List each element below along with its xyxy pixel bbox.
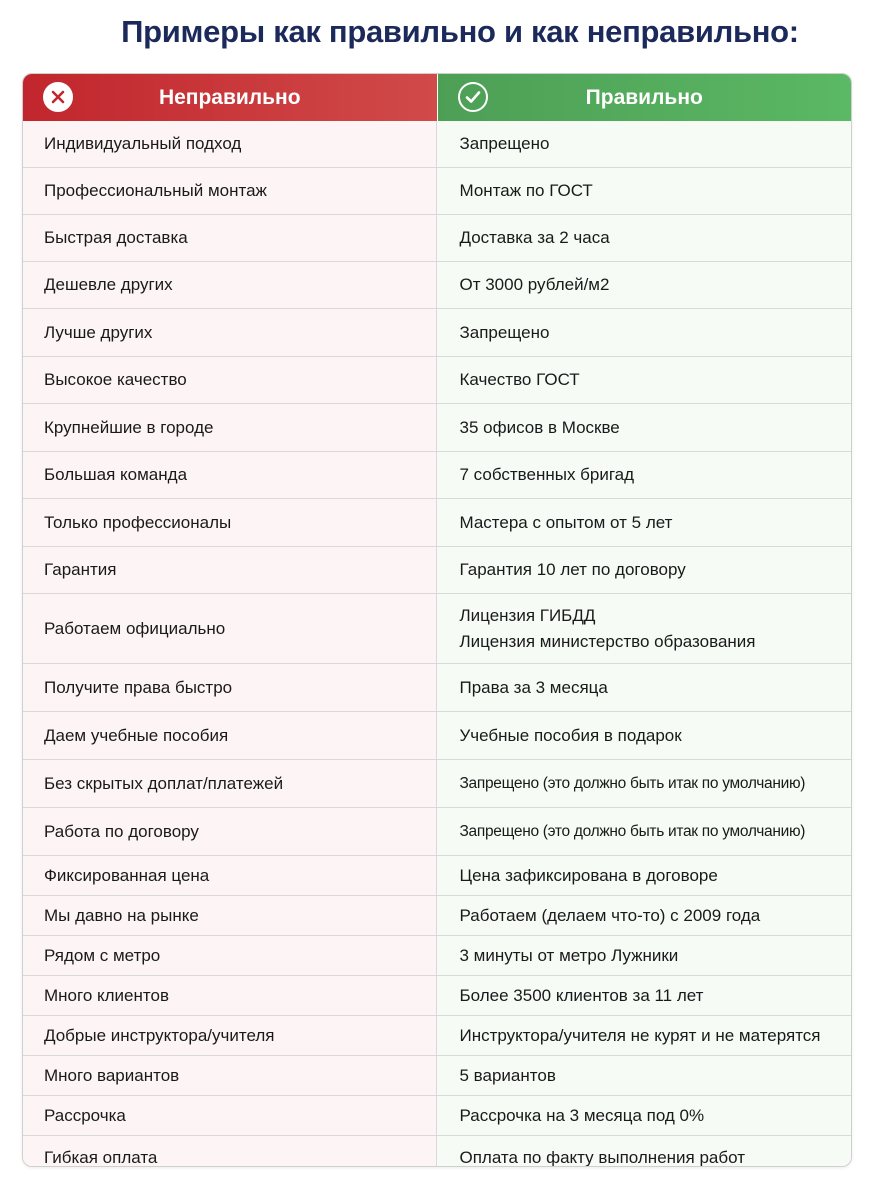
cell-right-text: Работаем (делаем что-то) с 2009 года: [459, 905, 761, 925]
cell-wrong: [23, 856, 436, 895]
cell-right-text: Гарантия 10 лет по договору: [459, 560, 686, 579]
cell-wrong: [23, 168, 436, 214]
cell-wrong-text: Лучше других: [44, 322, 153, 342]
cell-wrong-text: Работаем официально: [44, 618, 226, 638]
header-wrong: [23, 74, 437, 121]
cell-right-text: Оплата по факту выполнения работ: [459, 1147, 745, 1167]
cell-wrong: [23, 936, 436, 975]
cell-wrong: [23, 976, 436, 1015]
cell-right: [436, 1016, 852, 1055]
cell-right-text: 5 вариантов: [459, 1065, 556, 1085]
cell-wrong-text: Работа по договору: [44, 821, 199, 841]
cell-wrong-text: Добрые инструктора/учителя: [44, 1025, 275, 1045]
table-header: [23, 74, 851, 121]
table-row: [23, 356, 851, 403]
cell-wrong-text: Фиксированная цена: [44, 865, 210, 885]
cell-right: [436, 168, 852, 214]
comparison-table: [22, 73, 852, 1167]
cell-right-text: 7 собственных бригад: [459, 465, 635, 484]
table-row: [23, 711, 851, 759]
table-row: [23, 1095, 851, 1135]
cell-right: [436, 808, 852, 855]
cell-right-text: Мастера с опытом от 5 лет: [459, 512, 673, 532]
table-row: [23, 308, 851, 356]
cell-right: [436, 499, 852, 546]
header-right: [437, 74, 852, 121]
cell-right: [436, 1096, 852, 1135]
table-row: [23, 498, 851, 546]
cell-wrong-text: Рассрочка: [44, 1105, 126, 1125]
cell-wrong: [23, 309, 436, 356]
cell-right-text: Цена зафиксирована в договоре: [459, 865, 718, 885]
cell-wrong: [23, 357, 436, 403]
cell-wrong-text: Профессиональный монтаж: [44, 181, 267, 200]
table-row: [23, 895, 851, 935]
header-wrong-label: Неправильно: [158, 85, 301, 109]
cell-right-text: 35 офисов в Москве: [459, 417, 620, 437]
cell-wrong: [23, 1096, 436, 1135]
table-row: [23, 1055, 851, 1095]
cell-wrong-text: Гибкая оплата: [44, 1147, 158, 1167]
cell-wrong-text: Рядом с метро: [44, 945, 161, 965]
cell-wrong-text: Много клиентов: [44, 985, 169, 1005]
table-row: [23, 546, 851, 593]
table-row: [23, 593, 851, 663]
cell-right-text: Запрещено: [459, 322, 550, 342]
cell-wrong-text: Получите права быстро: [44, 677, 233, 697]
cell-right: [436, 760, 852, 807]
cell-wrong: [23, 121, 436, 167]
cell-wrong-text: Дешевле других: [44, 275, 173, 294]
cell-wrong: [23, 262, 436, 308]
header-right-label: Правильно: [585, 85, 703, 109]
cell-wrong-text: Быстрая доставка: [44, 228, 188, 247]
cell-wrong: [23, 452, 436, 498]
close-circle-icon: [43, 82, 73, 112]
cell-right: [436, 262, 852, 308]
cell-wrong-text: Крупнейшие в городе: [44, 417, 214, 437]
table-row: [23, 403, 851, 451]
cell-right-text: Монтаж по ГОСТ: [459, 181, 593, 200]
cell-wrong: [23, 1136, 436, 1167]
table-row: [23, 855, 851, 895]
table-row: [23, 214, 851, 261]
table-row: [23, 1135, 851, 1167]
cell-right: [436, 896, 852, 935]
cell-right-text: Запрещено (это должно быть итак по умолчанию): [459, 774, 806, 792]
cell-right-text: Лицензия министерство образования: [459, 631, 756, 651]
cell-wrong-text: Большая команда: [44, 465, 188, 484]
cell-right: [436, 664, 852, 711]
cell-right-text: Рассрочка на 3 месяца под 0%: [459, 1105, 705, 1125]
cell-wrong: [23, 664, 436, 711]
cell-wrong-text: Много вариантов: [44, 1065, 180, 1085]
table-row: [23, 121, 851, 167]
table-row: [23, 663, 851, 711]
cell-right: [436, 976, 852, 1015]
cell-wrong: [23, 808, 436, 855]
cell-right-text: Запрещено (это должно быть итак по умолчанию): [459, 822, 806, 840]
table-row: [23, 167, 851, 214]
cell-wrong-text: Без скрытых доплат/платежей: [44, 773, 284, 793]
cell-wrong-text: Высокое качество: [44, 370, 187, 389]
cell-wrong: [23, 547, 436, 593]
cell-right: [436, 856, 852, 895]
cell-right: [436, 309, 852, 356]
table-row: [23, 975, 851, 1015]
cell-right-text: 3 минуты от метро Лужники: [459, 945, 679, 965]
table-row: [23, 935, 851, 975]
cell-wrong: [23, 404, 436, 451]
cell-wrong-text: Только профессионалы: [44, 512, 232, 532]
cell-right: [436, 936, 852, 975]
cell-right-text: Качество ГОСТ: [459, 370, 580, 389]
cell-right-text: Более 3500 клиентов за 11 лет: [459, 985, 704, 1005]
cell-right-text: Права за 3 месяца: [459, 677, 608, 697]
cell-wrong-text: Мы давно на рынке: [44, 905, 199, 925]
table-row: [23, 451, 851, 498]
cell-right-text: От 3000 рублей/м2: [459, 275, 610, 294]
cell-wrong-text: Гарантия: [44, 560, 117, 579]
cell-wrong: [23, 896, 436, 935]
cell-right: [436, 594, 852, 663]
cell-right-text: Учебные пособия в подарок: [459, 725, 682, 745]
cell-wrong-text: Даем учебные пособия: [44, 725, 229, 745]
cell-right: [436, 452, 852, 498]
cell-right: [436, 547, 852, 593]
cell-right: [436, 1056, 852, 1095]
cell-right-text: Запрещено: [459, 134, 550, 153]
page-title: Примеры как правильно и как неправильно:: [121, 14, 799, 49]
check-circle-icon: [458, 82, 488, 112]
cell-right: [436, 215, 852, 261]
table-row: [23, 261, 851, 308]
cell-right-text: Доставка за 2 часа: [459, 228, 610, 247]
table-row: [23, 1015, 851, 1055]
cell-wrong: [23, 712, 436, 759]
cell-right: [436, 712, 852, 759]
cell-right: [436, 121, 852, 167]
cell-wrong: [23, 499, 436, 546]
cell-right: [436, 1136, 852, 1167]
cell-wrong-text: Индивидуальный подход: [44, 134, 242, 153]
cell-wrong: [23, 594, 436, 663]
cell-right-text: Инструктора/учителя не курят и не матерятся: [459, 1025, 821, 1045]
table-row: [23, 759, 851, 807]
cell-right-text: Лицензия ГИБДД: [459, 605, 596, 625]
cell-wrong: [23, 760, 436, 807]
table-body: [23, 121, 851, 1167]
cell-wrong: [23, 1056, 436, 1095]
table-row: [23, 807, 851, 855]
cell-wrong: [23, 1016, 436, 1055]
cell-right: [436, 404, 852, 451]
cell-wrong: [23, 215, 436, 261]
cell-right: [436, 357, 852, 403]
